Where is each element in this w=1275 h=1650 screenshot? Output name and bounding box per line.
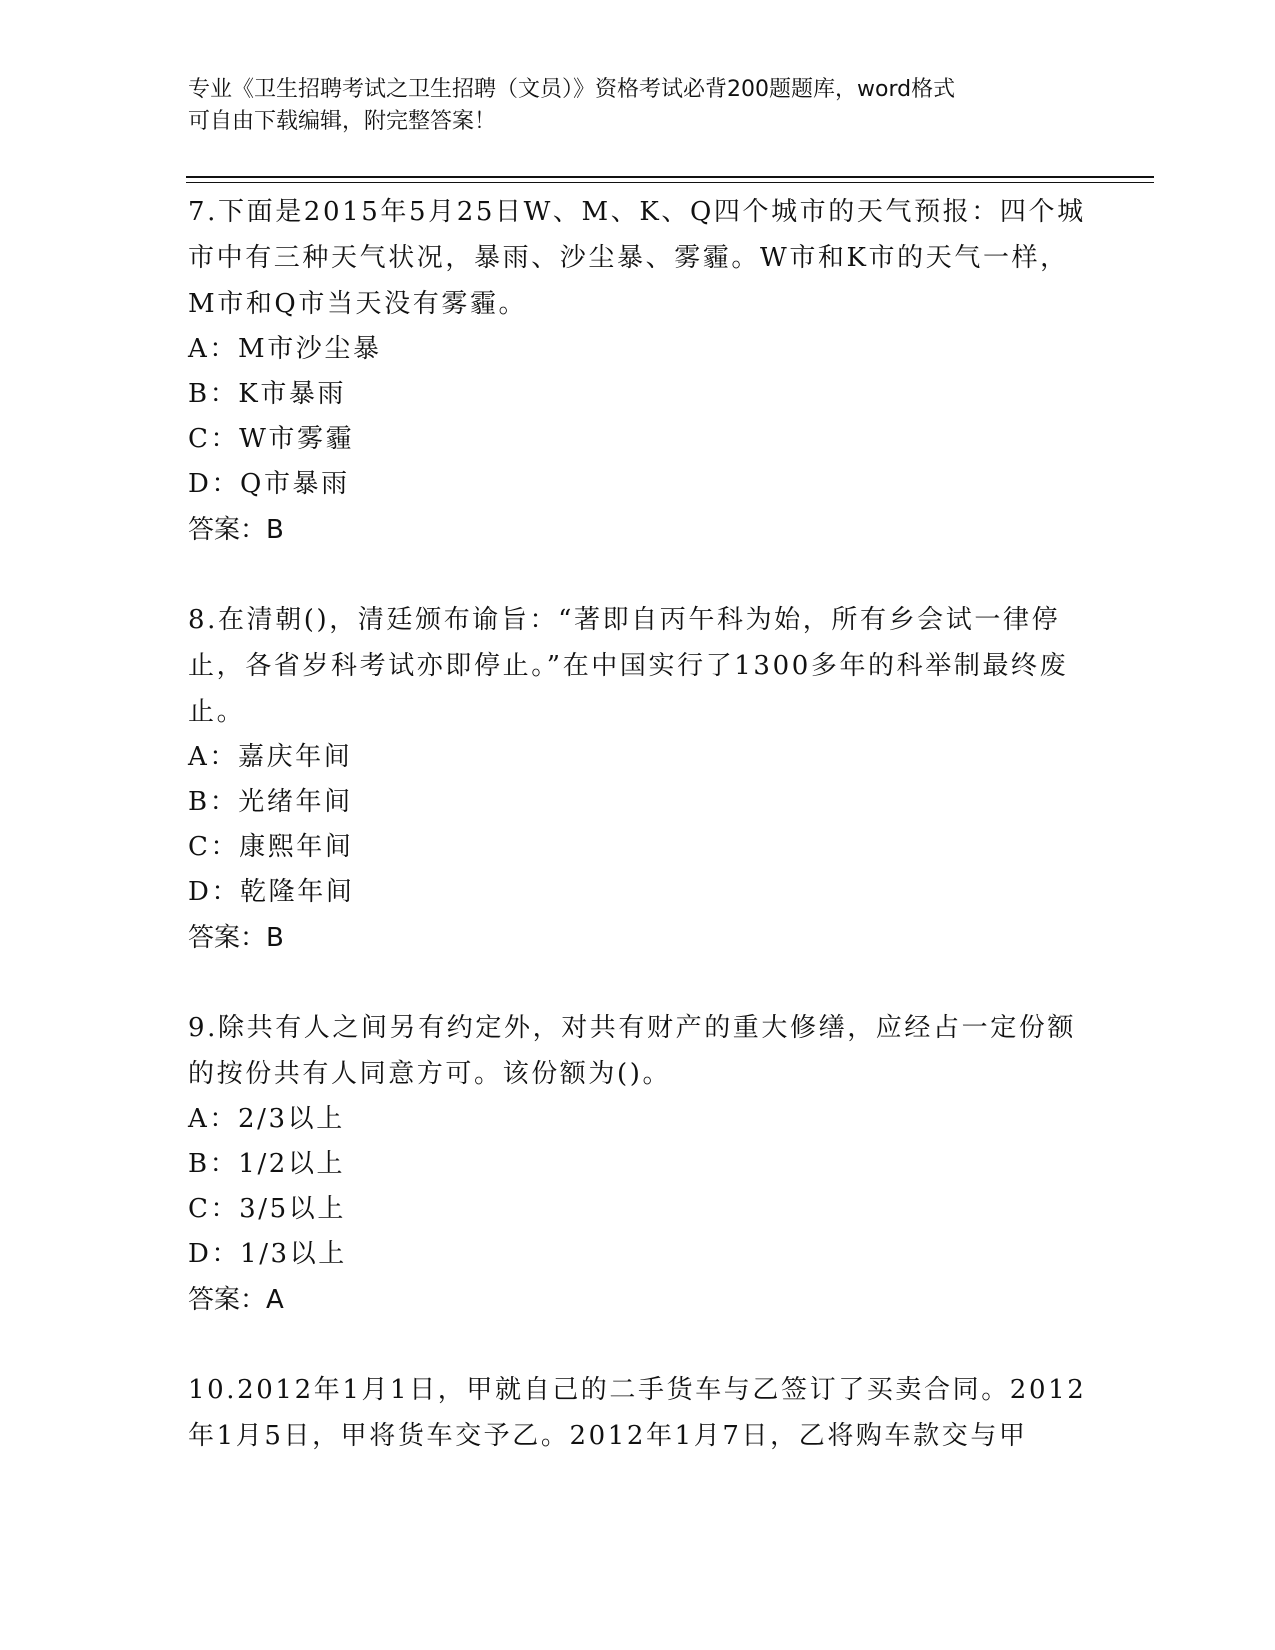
option-c: C：康熙年间: [188, 832, 354, 862]
option-d: D：乾隆年间: [188, 877, 355, 907]
option-c: C：3/5以上: [188, 1194, 346, 1224]
answer: 答案：B: [188, 515, 284, 545]
question-text: 8.在清朝()，清廷颁布谕旨：“著即自丙午科为始，所有乡会试一律停止，各省岁科考试亦即停止。”在中国实行了1300多年的科举制最终废止。: [188, 605, 1069, 727]
header-line-1: 专业《卫生招聘考试之卫生招聘（文员）》资格考试必背200题题库，word格式: [188, 77, 956, 102]
answer: 答案：B: [188, 923, 284, 953]
option-b: B：光绪年间: [188, 787, 353, 817]
option-a: A：嘉庆年间: [188, 742, 353, 772]
header-divider-thin: [186, 182, 1154, 183]
question-list: [188, 189, 1088, 1503]
option-b: B：1/2以上: [188, 1149, 346, 1179]
option-a: A：2/3以上: [188, 1104, 345, 1134]
option-c: C：W市雾霾: [188, 424, 355, 454]
header-divider-thick: [186, 176, 1154, 178]
question-9: [188, 1005, 1088, 1323]
question-8: [188, 597, 1088, 961]
header-line-2: 可自由下载编辑，附完整答案！: [188, 109, 497, 134]
question-text: 7.下面是2015年5月25日W、M、K、Q四个城市的天气预报：四个城市中有三种天气状况，暴雨、沙尘暴、雾霾。W市和K市的天气一样，M市和Q市当天没有雾霾。: [188, 197, 1086, 319]
question-10: [188, 1367, 1088, 1459]
question-7: [188, 189, 1088, 553]
question-text: 10.2012年1月1日，甲就自己的二手货车与乙签订了买卖合同。2012年1月5日，甲将货车交予乙。2012年1月7日，乙将购车款交与甲: [188, 1375, 1087, 1451]
option-a: A：M市沙尘暴: [188, 334, 382, 364]
document-header: [188, 74, 1088, 138]
question-text: 9.除共有人之间另有约定外，对共有财产的重大修缮，应经占一定份额的按份共有人同意方可。该份额为()。: [188, 1013, 1077, 1089]
option-d: D：1/3以上: [188, 1239, 347, 1269]
answer: 答案：A: [188, 1285, 284, 1315]
option-d: D：Q市暴雨: [188, 469, 350, 499]
option-b: B：K市暴雨: [188, 379, 347, 409]
